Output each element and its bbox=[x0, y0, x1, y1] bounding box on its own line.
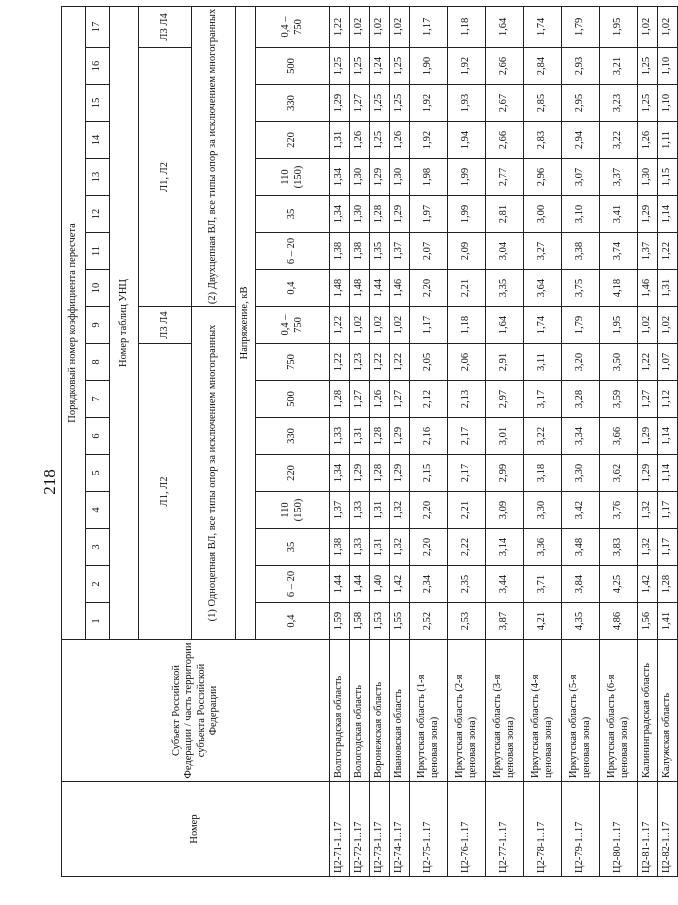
coefficient-cell: 2,94 bbox=[562, 122, 600, 159]
coefficient-cell: 1,37 bbox=[330, 492, 350, 529]
voltage-label: 330 bbox=[256, 85, 330, 122]
coefficient-cell: 1,29 bbox=[390, 455, 410, 492]
coefficient-cell: 1,14 bbox=[658, 455, 678, 492]
coefficient-cell: 1,32 bbox=[638, 529, 658, 566]
coefficient-cell: 3,48 bbox=[562, 529, 600, 566]
voltage-label: 35 bbox=[256, 529, 330, 566]
coefficient-cell: 1,58 bbox=[350, 603, 370, 640]
coefficient-cell: 1,22 bbox=[658, 233, 678, 270]
coefficient-cell: 1,17 bbox=[658, 529, 678, 566]
voltage-label: 220 bbox=[256, 122, 330, 159]
coefficient-cell: 2,83 bbox=[524, 122, 562, 159]
coefficient-cell: 1,22 bbox=[330, 307, 350, 344]
table-row bbox=[390, 6, 410, 876]
row-subject-name: Иркутская область (3-я ценовая зона) bbox=[486, 640, 524, 782]
coefficient-cell: 3,66 bbox=[600, 418, 638, 455]
coefficient-cell: 1,31 bbox=[658, 270, 678, 307]
coefficient-cell: 1,64 bbox=[486, 6, 524, 47]
coefficient-cell: 1,24 bbox=[370, 48, 390, 85]
header-group1-title: (1) Одноцепная ВЛ, все типы опор за исключением многогранных bbox=[192, 307, 236, 640]
voltage-label: 0,4 – 750 bbox=[256, 6, 330, 47]
coefficient-cell: 1,26 bbox=[390, 122, 410, 159]
voltage-label: 750 bbox=[256, 344, 330, 381]
coefficient-cell: 3,62 bbox=[600, 455, 638, 492]
coefficient-cell: 1,48 bbox=[330, 270, 350, 307]
coefficient-cell: 2,67 bbox=[486, 85, 524, 122]
coefficient-cell: 1,44 bbox=[370, 270, 390, 307]
table-row bbox=[638, 6, 658, 876]
row-subject-name: Иркутская область (2-я ценовая зона) bbox=[448, 640, 486, 782]
coefficient-cell: 2,12 bbox=[410, 381, 448, 418]
coefficient-cell: 1,34 bbox=[330, 455, 350, 492]
coefficient-cell: 2,20 bbox=[410, 492, 448, 529]
coefficient-cell: 3,37 bbox=[600, 159, 638, 196]
coefficient-cell: 3,64 bbox=[524, 270, 562, 307]
coefficient-cell: 3,71 bbox=[524, 566, 562, 603]
coefficient-cell: 2,91 bbox=[486, 344, 524, 381]
coefficient-cell: 1,26 bbox=[638, 122, 658, 159]
column-number: 4 bbox=[86, 492, 110, 529]
coefficient-cell: 1,29 bbox=[390, 418, 410, 455]
header-l1l2-group1: Л1, Л2 bbox=[139, 344, 192, 640]
coefficient-cell: 2,05 bbox=[410, 344, 448, 381]
coefficient-cell: 2,84 bbox=[524, 48, 562, 85]
coefficient-cell: 3,36 bbox=[524, 529, 562, 566]
column-number: 13 bbox=[86, 159, 110, 196]
coefficient-cell: 2,66 bbox=[486, 122, 524, 159]
coefficient-cell: 2,21 bbox=[448, 270, 486, 307]
coefficient-cell: 1,99 bbox=[448, 159, 486, 196]
coefficient-cell: 1,18 bbox=[448, 307, 486, 344]
coefficient-cell: 1,32 bbox=[638, 492, 658, 529]
coefficient-cell: 1,56 bbox=[638, 603, 658, 640]
voltage-label: 500 bbox=[256, 381, 330, 418]
coefficient-cell: 1,41 bbox=[658, 603, 678, 640]
coefficient-cell: 4,25 bbox=[600, 566, 638, 603]
row-code: Ц2-73-1..17 bbox=[370, 782, 390, 877]
row-code: Ц2-77-1..17 bbox=[486, 782, 524, 877]
coefficient-cell: 4,18 bbox=[600, 270, 638, 307]
coefficient-cell: 1,59 bbox=[330, 603, 350, 640]
coefficient-cell: 1,30 bbox=[350, 159, 370, 196]
coefficient-cell: 2,99 bbox=[486, 455, 524, 492]
coefficient-cell: 3,84 bbox=[562, 566, 600, 603]
coefficient-cell: 1,25 bbox=[638, 85, 658, 122]
coefficient-cell: 1,15 bbox=[658, 159, 678, 196]
coefficient-cell: 2,17 bbox=[448, 455, 486, 492]
table-row bbox=[524, 6, 562, 876]
column-number: 14 bbox=[86, 122, 110, 159]
coefficient-cell: 3,07 bbox=[562, 159, 600, 196]
coefficient-cell: 3,83 bbox=[600, 529, 638, 566]
coefficient-cell: 1,02 bbox=[638, 307, 658, 344]
coefficient-cell: 1,98 bbox=[410, 159, 448, 196]
coefficient-cell: 1,22 bbox=[370, 344, 390, 381]
row-code: Ц2-80-1..17 bbox=[600, 782, 638, 877]
table-row bbox=[350, 6, 370, 876]
header-l1l2-group2: Л1, Л2 bbox=[139, 48, 192, 307]
coefficient-cell: 1,17 bbox=[410, 307, 448, 344]
coefficient-cell: 1,22 bbox=[390, 344, 410, 381]
column-number: 17 bbox=[86, 6, 110, 47]
column-number: 10 bbox=[86, 270, 110, 307]
column-number: 12 bbox=[86, 196, 110, 233]
coefficient-cell: 3,27 bbox=[524, 233, 562, 270]
column-number: 7 bbox=[86, 381, 110, 418]
table-row bbox=[330, 6, 350, 876]
coefficient-cell: 1,30 bbox=[390, 159, 410, 196]
coefficient-cell: 1,02 bbox=[390, 307, 410, 344]
coefficient-cell: 1,32 bbox=[390, 492, 410, 529]
coefficient-cell: 3,35 bbox=[486, 270, 524, 307]
coefficient-cell: 1,31 bbox=[370, 529, 390, 566]
coefficient-cell: 1,92 bbox=[448, 48, 486, 85]
coefficient-cell: 1,25 bbox=[370, 122, 390, 159]
header-subject: Субъект Российской Федерации / часть территории субъекта Российской Федерации bbox=[62, 640, 330, 782]
coefficient-cell: 1,02 bbox=[390, 6, 410, 47]
coefficient-cell: 2,66 bbox=[486, 48, 524, 85]
coefficient-cell: 1,92 bbox=[410, 122, 448, 159]
coefficient-cell: 3,14 bbox=[486, 529, 524, 566]
coefficient-cell: 3,10 bbox=[562, 196, 600, 233]
coefficient-cell: 4,86 bbox=[600, 603, 638, 640]
table-row bbox=[410, 6, 448, 876]
coefficient-cell: 3,22 bbox=[524, 418, 562, 455]
coefficient-cell: 1,42 bbox=[638, 566, 658, 603]
coefficient-cell: 1,28 bbox=[370, 196, 390, 233]
coefficient-cell: 1,34 bbox=[330, 196, 350, 233]
row-subject-name: Иркутская область (5-я ценовая зона) bbox=[562, 640, 600, 782]
voltage-label: 0,4 bbox=[256, 603, 330, 640]
coefficient-cell: 1,92 bbox=[410, 85, 448, 122]
coefficient-cell: 3,21 bbox=[600, 48, 638, 85]
coefficient-cell: 1,29 bbox=[390, 196, 410, 233]
coefficient-cell: 2,93 bbox=[562, 48, 600, 85]
coefficient-cell: 1,02 bbox=[350, 6, 370, 47]
voltage-label: 500 bbox=[256, 48, 330, 85]
row-code: Ц2-75-1..17 bbox=[410, 782, 448, 877]
voltage-label: 0,4 – 750 bbox=[256, 307, 330, 344]
coefficient-cell: 3,20 bbox=[562, 344, 600, 381]
coefficient-cell: 1,97 bbox=[410, 196, 448, 233]
voltage-label: 110 (150) bbox=[256, 492, 330, 529]
coefficient-cell: 1,35 bbox=[370, 233, 390, 270]
row-subject-name: Ивановская область bbox=[390, 640, 410, 782]
table-body bbox=[330, 6, 678, 876]
coefficient-cell: 1,93 bbox=[448, 85, 486, 122]
coefficient-cell: 3,30 bbox=[562, 455, 600, 492]
coefficient-cell: 1,27 bbox=[390, 381, 410, 418]
coefficient-cell: 3,41 bbox=[600, 196, 638, 233]
coefficient-cell: 3,28 bbox=[562, 381, 600, 418]
coefficient-cell: 1,02 bbox=[370, 307, 390, 344]
coefficient-cell: 1,64 bbox=[486, 307, 524, 344]
coefficient-cell: 1,31 bbox=[330, 122, 350, 159]
coefficient-cell: 1,30 bbox=[638, 159, 658, 196]
coefficient-cell: 1,55 bbox=[390, 603, 410, 640]
coefficient-cell: 1,17 bbox=[410, 6, 448, 47]
coefficient-cell: 3,11 bbox=[524, 344, 562, 381]
coefficient-cell: 1,34 bbox=[330, 159, 350, 196]
coefficient-cell: 1,53 bbox=[370, 603, 390, 640]
coefficient-cell: 1,17 bbox=[658, 492, 678, 529]
coefficient-cell: 1,38 bbox=[350, 233, 370, 270]
coefficient-cell: 1,31 bbox=[370, 492, 390, 529]
coefficient-cell: 1,27 bbox=[350, 381, 370, 418]
coefficient-cell: 3,17 bbox=[524, 381, 562, 418]
coefficient-cell: 1,23 bbox=[350, 344, 370, 381]
row-code: Ц2-81-1..17 bbox=[638, 782, 658, 877]
table-row bbox=[370, 6, 390, 876]
coefficient-cell: 1,12 bbox=[658, 381, 678, 418]
coefficient-cell: 2,34 bbox=[410, 566, 448, 603]
row-code: Ц2-71-1..17 bbox=[330, 782, 350, 877]
coefficient-cell: 1,25 bbox=[390, 48, 410, 85]
coefficient-cell: 2,09 bbox=[448, 233, 486, 270]
coefficient-cell: 1,29 bbox=[638, 455, 658, 492]
coefficient-cell: 1,27 bbox=[638, 381, 658, 418]
coefficient-cell: 1,79 bbox=[562, 6, 600, 47]
coefficient-cell: 3,50 bbox=[600, 344, 638, 381]
column-number: 1 bbox=[86, 603, 110, 640]
coefficient-cell: 2,85 bbox=[524, 85, 562, 122]
header-nomer-tablic: Номер таблиц УНЦ bbox=[110, 6, 139, 639]
coefficient-cell: 2,13 bbox=[448, 381, 486, 418]
coefficient-cell: 3,23 bbox=[600, 85, 638, 122]
coefficient-cell: 2,06 bbox=[448, 344, 486, 381]
coefficient-cell: 3,59 bbox=[600, 381, 638, 418]
coefficient-cell: 1,38 bbox=[330, 529, 350, 566]
row-subject-name: Воронежская область bbox=[370, 640, 390, 782]
coefficient-cell: 2,35 bbox=[448, 566, 486, 603]
coefficient-cell: 1,29 bbox=[330, 85, 350, 122]
coefficient-cell: 2,96 bbox=[524, 159, 562, 196]
coefficient-cell: 2,20 bbox=[410, 270, 448, 307]
coefficient-cell: 4,35 bbox=[562, 603, 600, 640]
coefficient-cell: 1,22 bbox=[638, 344, 658, 381]
coefficient-cell: 1,90 bbox=[410, 48, 448, 85]
row-code: Ц2-76-1..17 bbox=[448, 782, 486, 877]
coefficient-cell: 1,28 bbox=[370, 418, 390, 455]
coefficient-cell: 1,14 bbox=[658, 196, 678, 233]
coefficient-cell: 2,16 bbox=[410, 418, 448, 455]
column-number: 8 bbox=[86, 344, 110, 381]
coefficient-cell: 1,79 bbox=[562, 307, 600, 344]
column-number: 3 bbox=[86, 529, 110, 566]
coefficient-cell: 1,18 bbox=[448, 6, 486, 47]
voltage-label: 110 (150) bbox=[256, 159, 330, 196]
coefficient-cell: 3,09 bbox=[486, 492, 524, 529]
coefficient-cell: 3,18 bbox=[524, 455, 562, 492]
coefficient-cell: 1,40 bbox=[370, 566, 390, 603]
coefficient-cell: 2,22 bbox=[448, 529, 486, 566]
table-row bbox=[486, 6, 524, 876]
coefficient-cell: 1,26 bbox=[370, 381, 390, 418]
column-number: 9 bbox=[86, 307, 110, 344]
coefficient-cell: 1,29 bbox=[370, 159, 390, 196]
voltage-label: 330 bbox=[256, 418, 330, 455]
coefficient-cell: 2,21 bbox=[448, 492, 486, 529]
coefficient-cell: 1,28 bbox=[370, 455, 390, 492]
table-row bbox=[448, 6, 486, 876]
coefficient-table bbox=[61, 6, 678, 877]
coefficient-cell: 1,29 bbox=[638, 196, 658, 233]
coefficient-cell: 1,46 bbox=[638, 270, 658, 307]
coefficient-cell: 2,17 bbox=[448, 418, 486, 455]
coefficient-cell: 1,14 bbox=[658, 418, 678, 455]
coefficient-cell: 3,00 bbox=[524, 196, 562, 233]
coefficient-cell: 2,53 bbox=[448, 603, 486, 640]
coefficient-cell: 1,37 bbox=[390, 233, 410, 270]
coefficient-cell: 1,95 bbox=[600, 307, 638, 344]
coefficient-cell: 1,95 bbox=[600, 6, 638, 47]
coefficient-cell: 1,37 bbox=[638, 233, 658, 270]
coefficient-cell: 3,44 bbox=[486, 566, 524, 603]
coefficient-cell: 1,31 bbox=[350, 418, 370, 455]
table-row bbox=[600, 6, 638, 876]
coefficient-cell: 1,44 bbox=[330, 566, 350, 603]
row-code: Ц2-79-1..17 bbox=[562, 782, 600, 877]
coefficient-cell: 1,44 bbox=[350, 566, 370, 603]
coefficient-cell: 1,42 bbox=[390, 566, 410, 603]
header-l3l4-group1: Л3 Л4 bbox=[139, 307, 192, 344]
coefficient-cell: 1,27 bbox=[350, 85, 370, 122]
row-code: Ц2-72-1..17 bbox=[350, 782, 370, 877]
coefficient-cell: 1,28 bbox=[658, 566, 678, 603]
coefficient-cell: 1,22 bbox=[330, 344, 350, 381]
column-number: 15 bbox=[86, 85, 110, 122]
header-l3l4-group2: Л3 Л4 bbox=[139, 6, 192, 47]
coefficient-cell: 2,95 bbox=[562, 85, 600, 122]
coefficient-cell: 1,25 bbox=[638, 48, 658, 85]
table-row bbox=[562, 6, 600, 876]
coefficient-cell: 1,25 bbox=[330, 48, 350, 85]
coefficient-cell: 1,29 bbox=[350, 455, 370, 492]
row-subject-name: Иркутская область (6-я ценовая зона) bbox=[600, 640, 638, 782]
coefficient-cell: 1,29 bbox=[638, 418, 658, 455]
coefficient-cell: 1,26 bbox=[350, 122, 370, 159]
coefficient-cell: 2,97 bbox=[486, 381, 524, 418]
header-nomer: Номер bbox=[62, 782, 330, 877]
coefficient-cell: 3,38 bbox=[562, 233, 600, 270]
coefficient-cell: 1,25 bbox=[370, 85, 390, 122]
row-subject-name: Калининградская область bbox=[638, 640, 658, 782]
coefficient-cell: 1,11 bbox=[658, 122, 678, 159]
header-poryadkovy: Порядковый номер коэффициента пересчета bbox=[62, 6, 86, 639]
column-number: 6 bbox=[86, 418, 110, 455]
voltage-label: 35 bbox=[256, 196, 330, 233]
table-row bbox=[658, 6, 678, 876]
coefficient-cell: 1,38 bbox=[330, 233, 350, 270]
coefficient-cell: 1,07 bbox=[658, 344, 678, 381]
coefficient-cell: 1,28 bbox=[330, 381, 350, 418]
coefficient-cell: 1,33 bbox=[350, 492, 370, 529]
coefficient-cell: 3,04 bbox=[486, 233, 524, 270]
row-code: Ц2-74-1..17 bbox=[390, 782, 410, 877]
coefficient-cell: 1,02 bbox=[658, 6, 678, 47]
coefficient-cell: 3,42 bbox=[562, 492, 600, 529]
column-number: 16 bbox=[86, 48, 110, 85]
row-code: Ц2-78-1..17 bbox=[524, 782, 562, 877]
coefficient-cell: 3,75 bbox=[562, 270, 600, 307]
coefficient-cell: 1,48 bbox=[350, 270, 370, 307]
coefficient-cell: 1,33 bbox=[330, 418, 350, 455]
coefficient-cell: 1,32 bbox=[390, 529, 410, 566]
coefficient-cell: 1,33 bbox=[350, 529, 370, 566]
coefficient-cell: 4,21 bbox=[524, 603, 562, 640]
coefficient-cell: 3,34 bbox=[562, 418, 600, 455]
coefficient-cell: 1,74 bbox=[524, 6, 562, 47]
coefficient-cell: 1,02 bbox=[350, 307, 370, 344]
coefficient-cell: 2,07 bbox=[410, 233, 448, 270]
coefficient-cell: 1,46 bbox=[390, 270, 410, 307]
column-number: 2 bbox=[86, 566, 110, 603]
row-code: Ц2-82-1..17 bbox=[658, 782, 678, 877]
coefficient-cell: 1,02 bbox=[658, 307, 678, 344]
coefficient-cell: 3,30 bbox=[524, 492, 562, 529]
row-subject-name: Иркутская область (4-я ценовая зона) bbox=[524, 640, 562, 782]
coefficient-cell: 3,22 bbox=[600, 122, 638, 159]
row-subject-name: Иркутская область (1-я ценовая зона) bbox=[410, 640, 448, 782]
coefficient-cell: 1,10 bbox=[658, 48, 678, 85]
coefficient-cell: 1,74 bbox=[524, 307, 562, 344]
voltage-label: 6 – 20 bbox=[256, 233, 330, 270]
coefficient-cell: 1,02 bbox=[370, 6, 390, 47]
coefficient-cell: 1,25 bbox=[390, 85, 410, 122]
row-subject-name: Вологодская область bbox=[350, 640, 370, 782]
coefficient-cell: 1,30 bbox=[350, 196, 370, 233]
voltage-label: 6 – 20 bbox=[256, 566, 330, 603]
coefficient-cell: 1,02 bbox=[638, 6, 658, 47]
coefficient-cell: 1,22 bbox=[330, 6, 350, 47]
coefficient-cell: 3,76 bbox=[600, 492, 638, 529]
coefficient-cell: 2,77 bbox=[486, 159, 524, 196]
coefficient-cell: 3,01 bbox=[486, 418, 524, 455]
voltage-label: 0,4 bbox=[256, 270, 330, 307]
page-number: 218 bbox=[40, 469, 59, 495]
coefficient-cell: 1,99 bbox=[448, 196, 486, 233]
voltage-label: 220 bbox=[256, 455, 330, 492]
row-subject-name: Волгоградская область bbox=[330, 640, 350, 782]
header-group2-title: (2) Двухцепная ВЛ, все типы опор за исключением многогранных bbox=[192, 6, 236, 306]
column-number: 5 bbox=[86, 455, 110, 492]
header-napryazhenie: Напряжение, кВ bbox=[236, 6, 256, 639]
coefficient-cell: 2,20 bbox=[410, 529, 448, 566]
column-number: 11 bbox=[86, 233, 110, 270]
coefficient-cell: 3,87 bbox=[486, 603, 524, 640]
coefficient-cell: 1,94 bbox=[448, 122, 486, 159]
coefficient-cell: 2,81 bbox=[486, 196, 524, 233]
coefficient-cell: 2,15 bbox=[410, 455, 448, 492]
header-row-1 bbox=[62, 6, 86, 876]
coefficient-cell: 1,10 bbox=[658, 85, 678, 122]
row-subject-name: Калужская область bbox=[658, 640, 678, 782]
coefficient-cell: 1,25 bbox=[350, 48, 370, 85]
coefficient-cell: 3,74 bbox=[600, 233, 638, 270]
coefficient-cell: 2,52 bbox=[410, 603, 448, 640]
